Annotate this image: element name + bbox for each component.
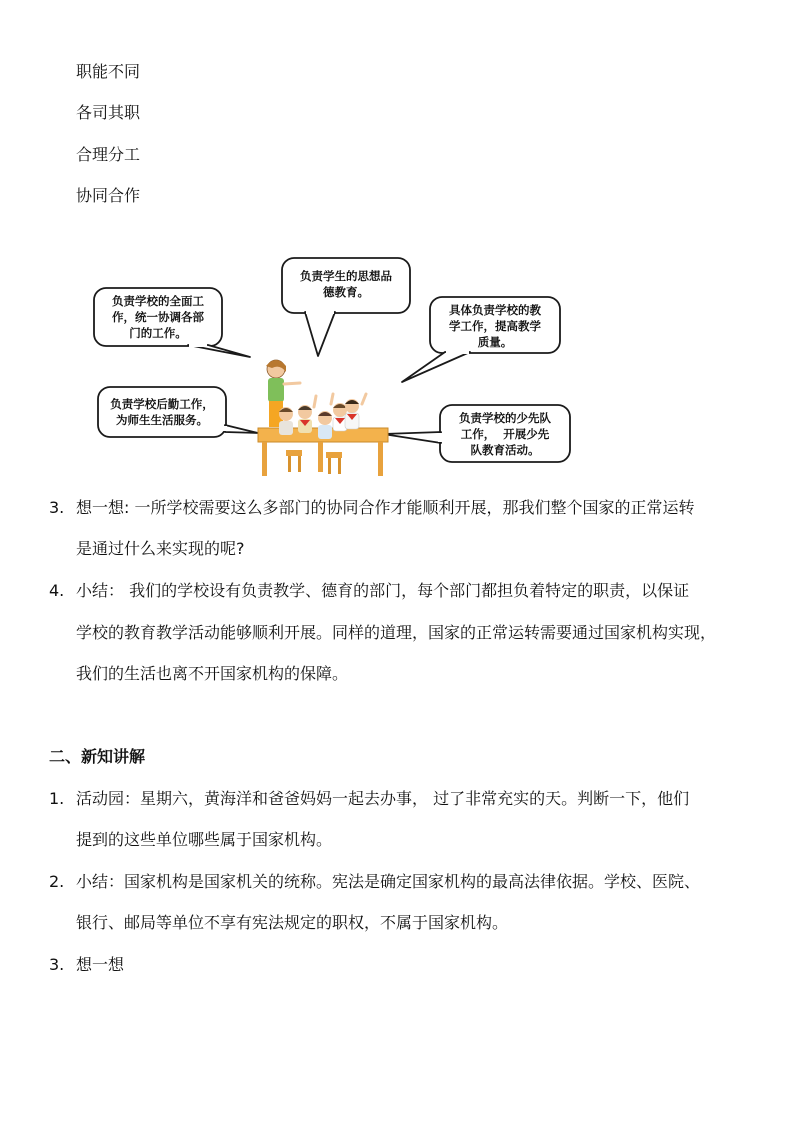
- section2-item-1-line-2: 提到的这些单位哪些属于国家机构。: [76, 830, 333, 849]
- classroom-scene-icon: [258, 360, 388, 476]
- list1-item-2-line-2: 学校的教育教学活动能够顺利开展。同样的道理，国家的正常运转需要通过国家机构实现，: [76, 623, 717, 642]
- bubble-4-line-1: 负责学校后勤工作，: [110, 397, 214, 411]
- list1-item-1-line-1: 想一想: 一所学校需要这么多部门的协同合作才能顺利开展，那我们整个国家的正常运转: [76, 498, 695, 517]
- section2-item-3-line-1: 想一想: [76, 955, 125, 974]
- bubble-4-line-2: 为师生生活服务。: [116, 413, 208, 427]
- intro-line-4: 协同合作: [76, 186, 141, 205]
- list1-item-2-number: 4.: [49, 581, 65, 600]
- section2-item-1-number: 1.: [49, 789, 65, 808]
- intro-line-1: 职能不同: [76, 62, 141, 81]
- bubble-5-line-2: 工作， 开展少先: [460, 427, 550, 441]
- bubble-2-text: [288, 268, 404, 300]
- bubble-5-line-3: 队教育活动。: [470, 443, 540, 457]
- intro-line-2: 各司其职: [76, 103, 141, 122]
- section-heading: 二、新知讲解: [49, 747, 146, 766]
- bubble-2-line-1: 负责学生的思想品: [300, 269, 392, 283]
- section2-item-1-line-1: 活动园：星期六，黄海洋和爸爸妈妈一起去办事， 过了非常充实的天。判断一下，他们: [76, 789, 690, 808]
- bubble-5-line-1: 负责学校的少先队: [459, 411, 551, 425]
- bubble-2-line-2: 德教育。: [323, 285, 369, 299]
- bubble-3-line-1: 具体负责学校的教: [449, 303, 541, 317]
- bubble-3-line-3: 质量。: [477, 335, 513, 349]
- intro-line-3: 合理分工: [76, 145, 141, 164]
- bubble-3-text: [437, 302, 553, 350]
- section2-item-3-number: 3.: [49, 955, 65, 974]
- list1-item-1-number: 3.: [49, 498, 65, 517]
- section2-item-2-line-1: 小结：国家机构是国家机关的统称。宪法是确定国家机构的最高法律依据。学校、医院、: [76, 872, 701, 891]
- bubble-1-line-3: 门的工作。: [129, 326, 187, 340]
- list1-item-1-line-2: 是通过什么来实现的呢?: [76, 539, 245, 558]
- section2-item-2-number: 2.: [49, 872, 65, 891]
- bubble-4-text: [102, 396, 222, 428]
- bubble-1-line-1: 负责学校的全面工: [112, 294, 204, 308]
- bubble-1-line-2: 作，统一协调各部: [112, 310, 204, 324]
- bubble-1-text: [100, 293, 216, 341]
- bubble-3-line-2: 学工作，提高教学: [449, 319, 541, 333]
- section2-item-2-line-2: 银行、邮局等单位不享有宪法规定的职权，不属于国家机构。: [76, 913, 509, 932]
- list1-item-2-line-1: 小结： 我们的学校设有负责教学、德育的部门，每个部门都担负着特定的职责，以保证: [76, 581, 690, 600]
- list1-item-2-line-3: 我们的生活也离不开国家机构的保障。: [76, 664, 349, 683]
- bubble-5-text: [447, 410, 563, 458]
